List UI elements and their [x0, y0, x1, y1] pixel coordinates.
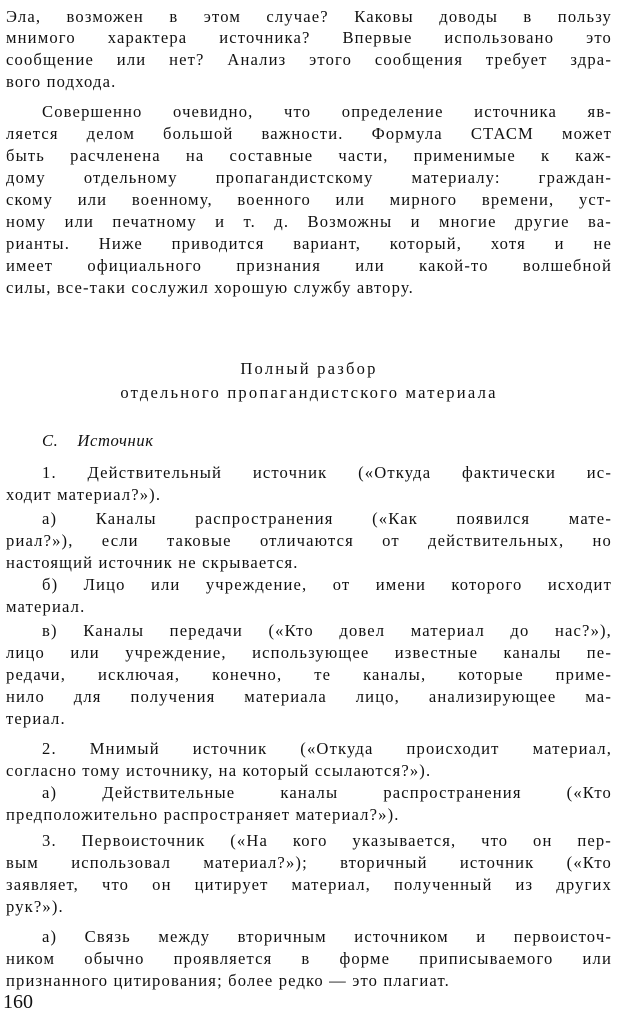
text-line: ляется делом большой важности. Формула СТАСМ может	[6, 124, 612, 143]
text-line: лицо или учреждение, использующее известные каналы пе-	[6, 643, 612, 662]
text-line: а) Каналы распространения («Как появился мате-	[42, 509, 612, 528]
text-line: 2. Мнимый источник («Откуда происходит материал,	[42, 739, 612, 758]
text-line: вого подхода.	[6, 72, 117, 91]
text-line: б) Лицо или учреждение, от имени которого исходит	[42, 575, 612, 594]
heading-line-2: отдельного пропагандистского материала	[120, 383, 498, 402]
text-line: нило для получения материала лицо, анализирующее ма-	[6, 687, 612, 706]
text-line: 1. Действительный источник («Откуда фактически ис-	[42, 463, 612, 482]
text-line: ником обычно проявляется в форме приписываемого или	[6, 949, 612, 968]
text-line: риал?»), если таковые отличаются от действительных, но	[6, 531, 612, 550]
subheading-title: Источник	[77, 431, 154, 450]
text-line: ходит материал?»).	[6, 485, 162, 504]
text-line: а) Действительные каналы распространения («Кто	[42, 783, 612, 802]
subheading-letter: С.	[42, 431, 59, 450]
text-line: редачи, исключая, конечно, те каналы, которые приме-	[6, 665, 612, 684]
page-number: 160	[3, 991, 33, 1013]
text-line: имеет официального признания или какой-то волшебной	[6, 256, 612, 275]
text-line: рук?»).	[6, 897, 64, 916]
text-line: признанного цитирования; более редко — это плагиат.	[6, 971, 450, 990]
text-line: дому отдельному пропагандистскому материалу: граждан-	[6, 168, 612, 187]
text-line: рианты. Ниже приводится вариант, который, хотя и не	[6, 234, 612, 253]
text-line: а) Связь между вторичным источником и первоисточ-	[42, 927, 612, 946]
text-line: согласно тому источнику, на который ссылаются?»).	[6, 761, 432, 780]
text-line: Совершенно очевидно, что определение источника яв-	[42, 102, 612, 121]
text-line: сообщение или нет? Анализ этого сообщения требует здра-	[6, 50, 612, 69]
text-line: мнимого характера источника? Впервые использовано это	[6, 28, 612, 47]
text-line: предположительно распространяет материал?»).	[6, 805, 400, 824]
text-line: 3. Первоисточник («На кого указывается, что он пер-	[42, 831, 612, 850]
heading-line-1: Полный разбор	[240, 359, 378, 378]
text-line: ному или печатному и т. д. Возможны и многие другие ва-	[6, 212, 612, 231]
text-line: силы, все-таки сослужил хорошую службу автору.	[6, 278, 414, 297]
text-line: скому или военному, военного или мирного времени, уст-	[6, 190, 612, 209]
text-line: вым использовал материал?»); вторичный источник («Кто	[6, 853, 612, 872]
text-line: быть расчленена на составные части, применимые к каж-	[6, 146, 612, 165]
text-line: Эла, возможен в этом случае? Каковы доводы в пользу	[6, 7, 612, 26]
text-line: настоящий источник не скрывается.	[6, 553, 299, 572]
subheading	[42, 430, 442, 451]
text-line: в) Каналы передачи («Кто довел материал до нас?»),	[42, 621, 612, 640]
text-line: материал.	[6, 597, 86, 616]
text-line: заявляет, что он цитирует материал, полученный из других	[6, 875, 612, 894]
text-line: териал.	[6, 709, 66, 728]
